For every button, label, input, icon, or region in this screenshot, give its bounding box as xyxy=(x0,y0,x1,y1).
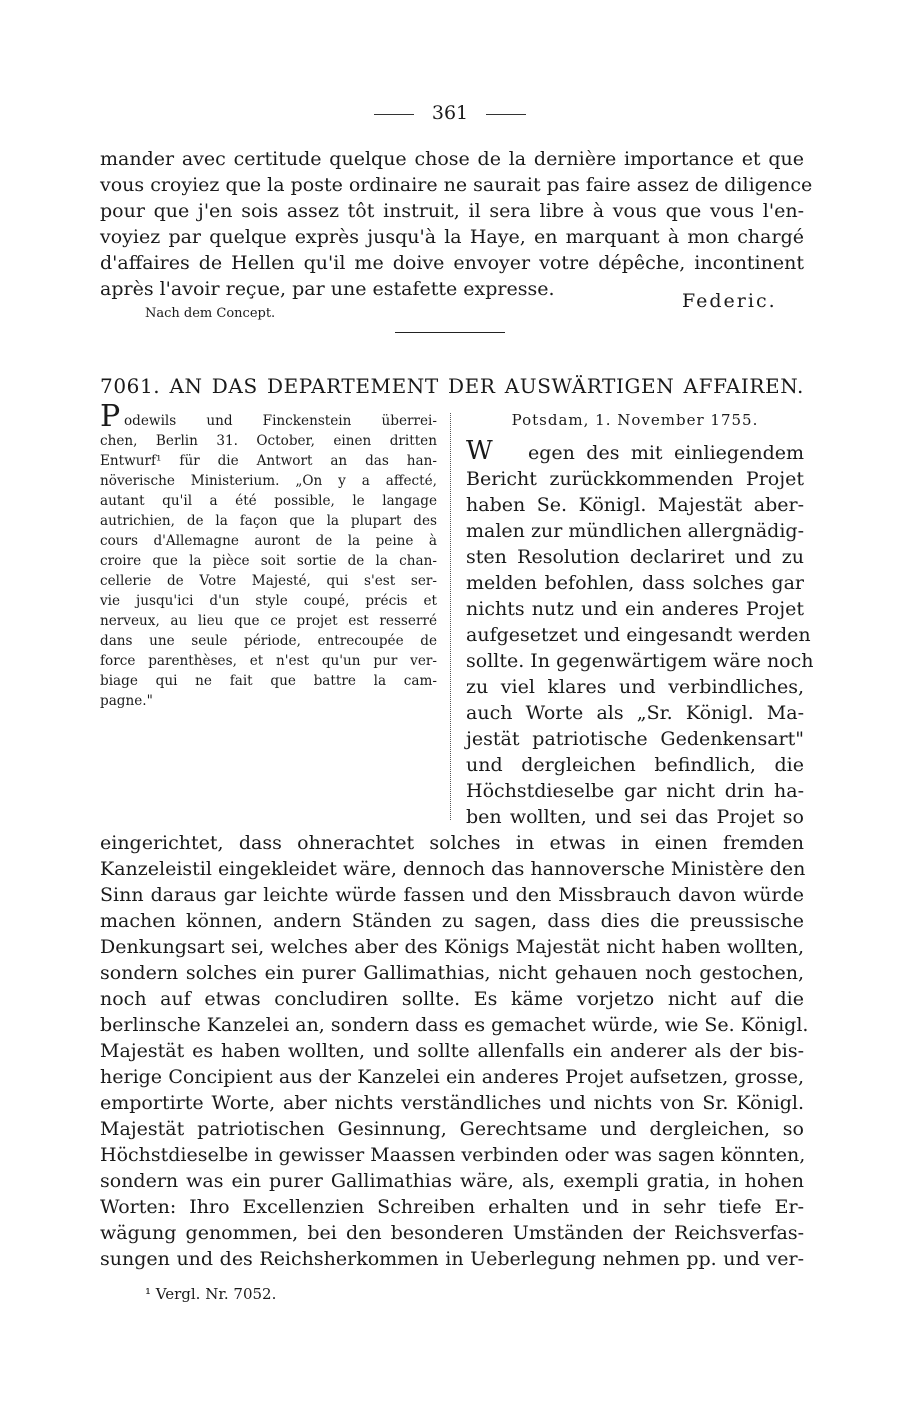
text-line: und dergleichen befindlich, die xyxy=(466,754,804,776)
document-title: 7061. AN DAS DEPARTEMENT DER AUSWÄRTIGEN AFFAIREN. xyxy=(100,374,804,398)
text-line: melden befohlen, dass solches gar xyxy=(466,572,804,594)
text-line: Worten: Ihro Excellenzien Schreiben erhalten und in sehr tiefe Er- xyxy=(100,1196,804,1218)
summary-line: pagne." xyxy=(100,693,153,709)
summary-line: chen, Berlin 31. October, einen dritten xyxy=(100,433,437,449)
text-line: machen können, andern Ständen zu sagen, dass dies die preussische xyxy=(100,910,804,932)
text-line: d'affaires de Hellen qu'il me doive envoyer votre dépêche, incontinent xyxy=(100,252,804,274)
text-line: Bericht zurückkommenden Projet xyxy=(466,468,804,490)
summary-line: odewils und Finckenstein überrei- xyxy=(124,413,437,429)
text-line: aufgesetzet und eingesandt werden xyxy=(466,624,811,646)
column-separator xyxy=(450,413,451,820)
text-line: Sinn daraus gar leichte würde fassen und den Missbrauch davon würde xyxy=(100,884,804,906)
text-line: wägung genommen, bei den besonderen Umständen der Reichsverfas- xyxy=(100,1222,804,1244)
summary-line: dans une seule période, entrecoupée de xyxy=(100,633,437,649)
summary-line: autant qu'il a été possible, le langage xyxy=(100,493,437,509)
page-number: 361 xyxy=(431,102,469,124)
summary-line: autrichien, de la façon que la plupart des xyxy=(100,513,437,529)
text-line: voyiez par quelque exprès jusqu'à la Haye, en marquant à mon chargé xyxy=(100,226,804,248)
text-line: Majestät es haben wollten, und sollte allenfalls ein anderer als der bis- xyxy=(100,1040,804,1062)
text-line: jestät patriotische Gedenkensart" xyxy=(466,728,804,750)
text-line: Majestät patriotischen Gesinnung, Gerechtsame und dergleichen, so xyxy=(100,1118,804,1140)
text-line: egen des mit einliegendem xyxy=(528,442,804,464)
text-line: mander avec certitude quelque chose de la dernière importance et que xyxy=(100,148,804,170)
summary-line: növerische Ministerium. „On y a affecté, xyxy=(100,473,437,489)
right-dropcap: W xyxy=(466,436,493,466)
text-line: berlinsche Kanzelei an, sondern dass es gemachet würde, wie Se. Königl. xyxy=(100,1014,809,1036)
text-line: herige Concipient aus der Kanzelei ein anderes Projet aufsetzen, grosse, xyxy=(100,1066,804,1088)
source-note: Nach dem Concept. xyxy=(145,306,276,321)
footnote: ¹ Vergl. Nr. 7052. xyxy=(145,1285,277,1303)
text-line: sollte. In gegenwärtigem wäre noch xyxy=(466,650,814,672)
page-header xyxy=(0,100,900,126)
text-line: sondern solches ein purer Gallimathias, nicht gehauen noch gestochen, xyxy=(100,962,804,984)
text-line: nichts nutz und ein anderes Projet xyxy=(466,598,804,620)
text-line: ben wollten, und sei das Projet so xyxy=(466,806,804,828)
summary-line: biage qui ne fait que battre la cam- xyxy=(100,673,437,689)
text-line: pour que j'en sois assez tôt instruit, il sera libre à vous que vous l'en- xyxy=(100,200,804,222)
text-line: Höchstdieselbe gar nicht drin ha- xyxy=(466,780,804,802)
text-line: auch Worte als „Sr. Königl. Ma- xyxy=(466,702,804,724)
summary-line: croire que la pièce soit sortie de la chan- xyxy=(100,553,437,569)
header-dash-left xyxy=(374,114,414,115)
text-line: eingerichtet, dass ohnerachtet solches in etwas in einen fremden xyxy=(100,832,804,854)
text-line: Kanzeleistil eingekleidet wäre, dennoch das hannoversche Ministère den xyxy=(100,858,806,880)
text-line: emportirte Worte, aber nichts verständliches und nichts von Sr. Königl. xyxy=(100,1092,804,1114)
text-line: sondern was ein purer Gallimathias wäre, als, exempli gratia, in hohen xyxy=(100,1170,804,1192)
summary-line: vie jusqu'ici d'un style coupé, précis et xyxy=(100,593,437,609)
text-line: Denkungsart sei, welches aber des Königs Majestät nicht haben wollten, xyxy=(100,936,804,958)
text-line: sten Resolution declariret und zu xyxy=(466,546,804,568)
text-line: après l'avoir reçue, par une estafette expresse. xyxy=(100,278,555,300)
text-line: vous croyiez que la poste ordinaire ne saurait pas faire assez de diligence xyxy=(100,174,813,196)
signature: Federic. xyxy=(682,290,777,312)
text-line: malen zur mündlichen allergnädig- xyxy=(466,520,804,542)
text-line: zu viel klares und verbindliches, xyxy=(466,676,804,698)
text-line: Höchstdieselbe in gewisser Maassen verbinden oder was sagen könnten, xyxy=(100,1144,806,1166)
summary-line: force parenthèses, et n'est qu'un pur ver- xyxy=(100,653,437,669)
text-line: noch auf etwas concludiren sollte. Es käme vorjetzo nicht auf die xyxy=(100,988,804,1010)
summary-line: cellerie de Votre Majesté, qui s'est ser- xyxy=(100,573,437,589)
section-divider xyxy=(395,332,505,333)
header-dash-right xyxy=(486,114,526,115)
summary-line: Entwurf¹ für die Antwort an das han- xyxy=(100,453,437,469)
text-line: haben Se. Königl. Majestät aber- xyxy=(466,494,804,516)
dateline: Potsdam, 1. November 1755. xyxy=(511,411,759,429)
text-line: sungen und des Reichsherkommen in Ueberlegung nehmen pp. und ver- xyxy=(100,1248,804,1270)
left-dropcap: P xyxy=(100,399,121,434)
summary-line: nerveux, au lieu que ce projet est resserré xyxy=(100,613,437,629)
summary-line: cours d'Allemagne auront de la peine à xyxy=(100,533,437,549)
